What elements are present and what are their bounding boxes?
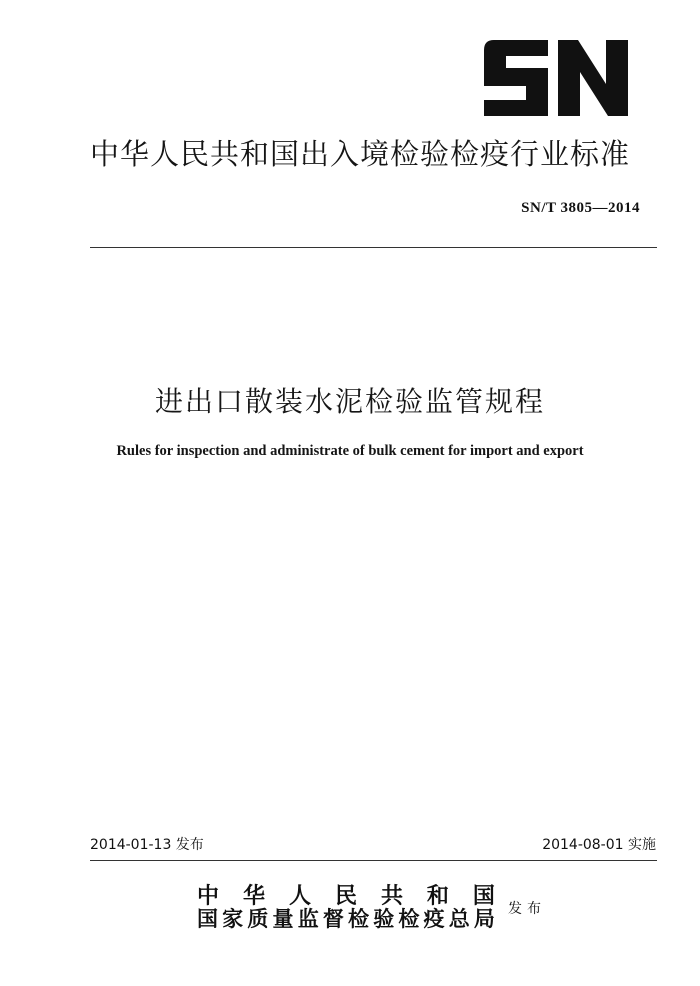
issuer-char: 检 (348, 906, 370, 931)
top-divider (90, 247, 657, 248)
sn-logo (484, 40, 628, 116)
logo-letter-n (558, 40, 628, 116)
issuer-char: 督 (322, 906, 344, 931)
issuer-char: 量 (272, 906, 294, 931)
document-title-chinese: 进出口散装水泥检验监管规程 (154, 385, 545, 418)
issuer-char: 局 (473, 906, 495, 931)
standard-number: SN/T 3805—2014 (521, 200, 640, 216)
standard-category-title: 中华人民共和国出入境检验检疫行业标准 (90, 137, 631, 171)
issuer-char: 民 (334, 883, 357, 909)
issuer-char: 检 (398, 906, 420, 931)
issuer-char: 疫 (423, 906, 445, 931)
issuer-char: 国 (472, 883, 495, 909)
document-title-english: Rules for inspection and administrate of bulk cement for import and export (116, 443, 584, 459)
issuer-char: 和 (426, 883, 449, 909)
issuer-char: 人 (288, 883, 311, 909)
issuer-char: 共 (380, 883, 403, 909)
issuer-char: 家 (222, 906, 244, 931)
issuer-char: 监 (297, 906, 319, 931)
issuer-agency-name (197, 907, 495, 931)
issuer-char: 总 (448, 906, 470, 931)
issue-date: 2014-01-13 发布 (90, 837, 204, 853)
issuer-country-name (197, 884, 495, 908)
issuer-char: 国 (197, 906, 218, 931)
issuer-char: 华 (242, 883, 265, 909)
logo-letter-s (484, 40, 548, 116)
publish-label: 发布 (508, 901, 546, 917)
implementation-date: 2014-08-01 实施 (542, 837, 656, 853)
bottom-divider (90, 860, 657, 861)
issuer-char: 中 (197, 883, 220, 909)
issuer-char: 质 (247, 906, 269, 931)
issuer-char: 验 (373, 906, 395, 931)
